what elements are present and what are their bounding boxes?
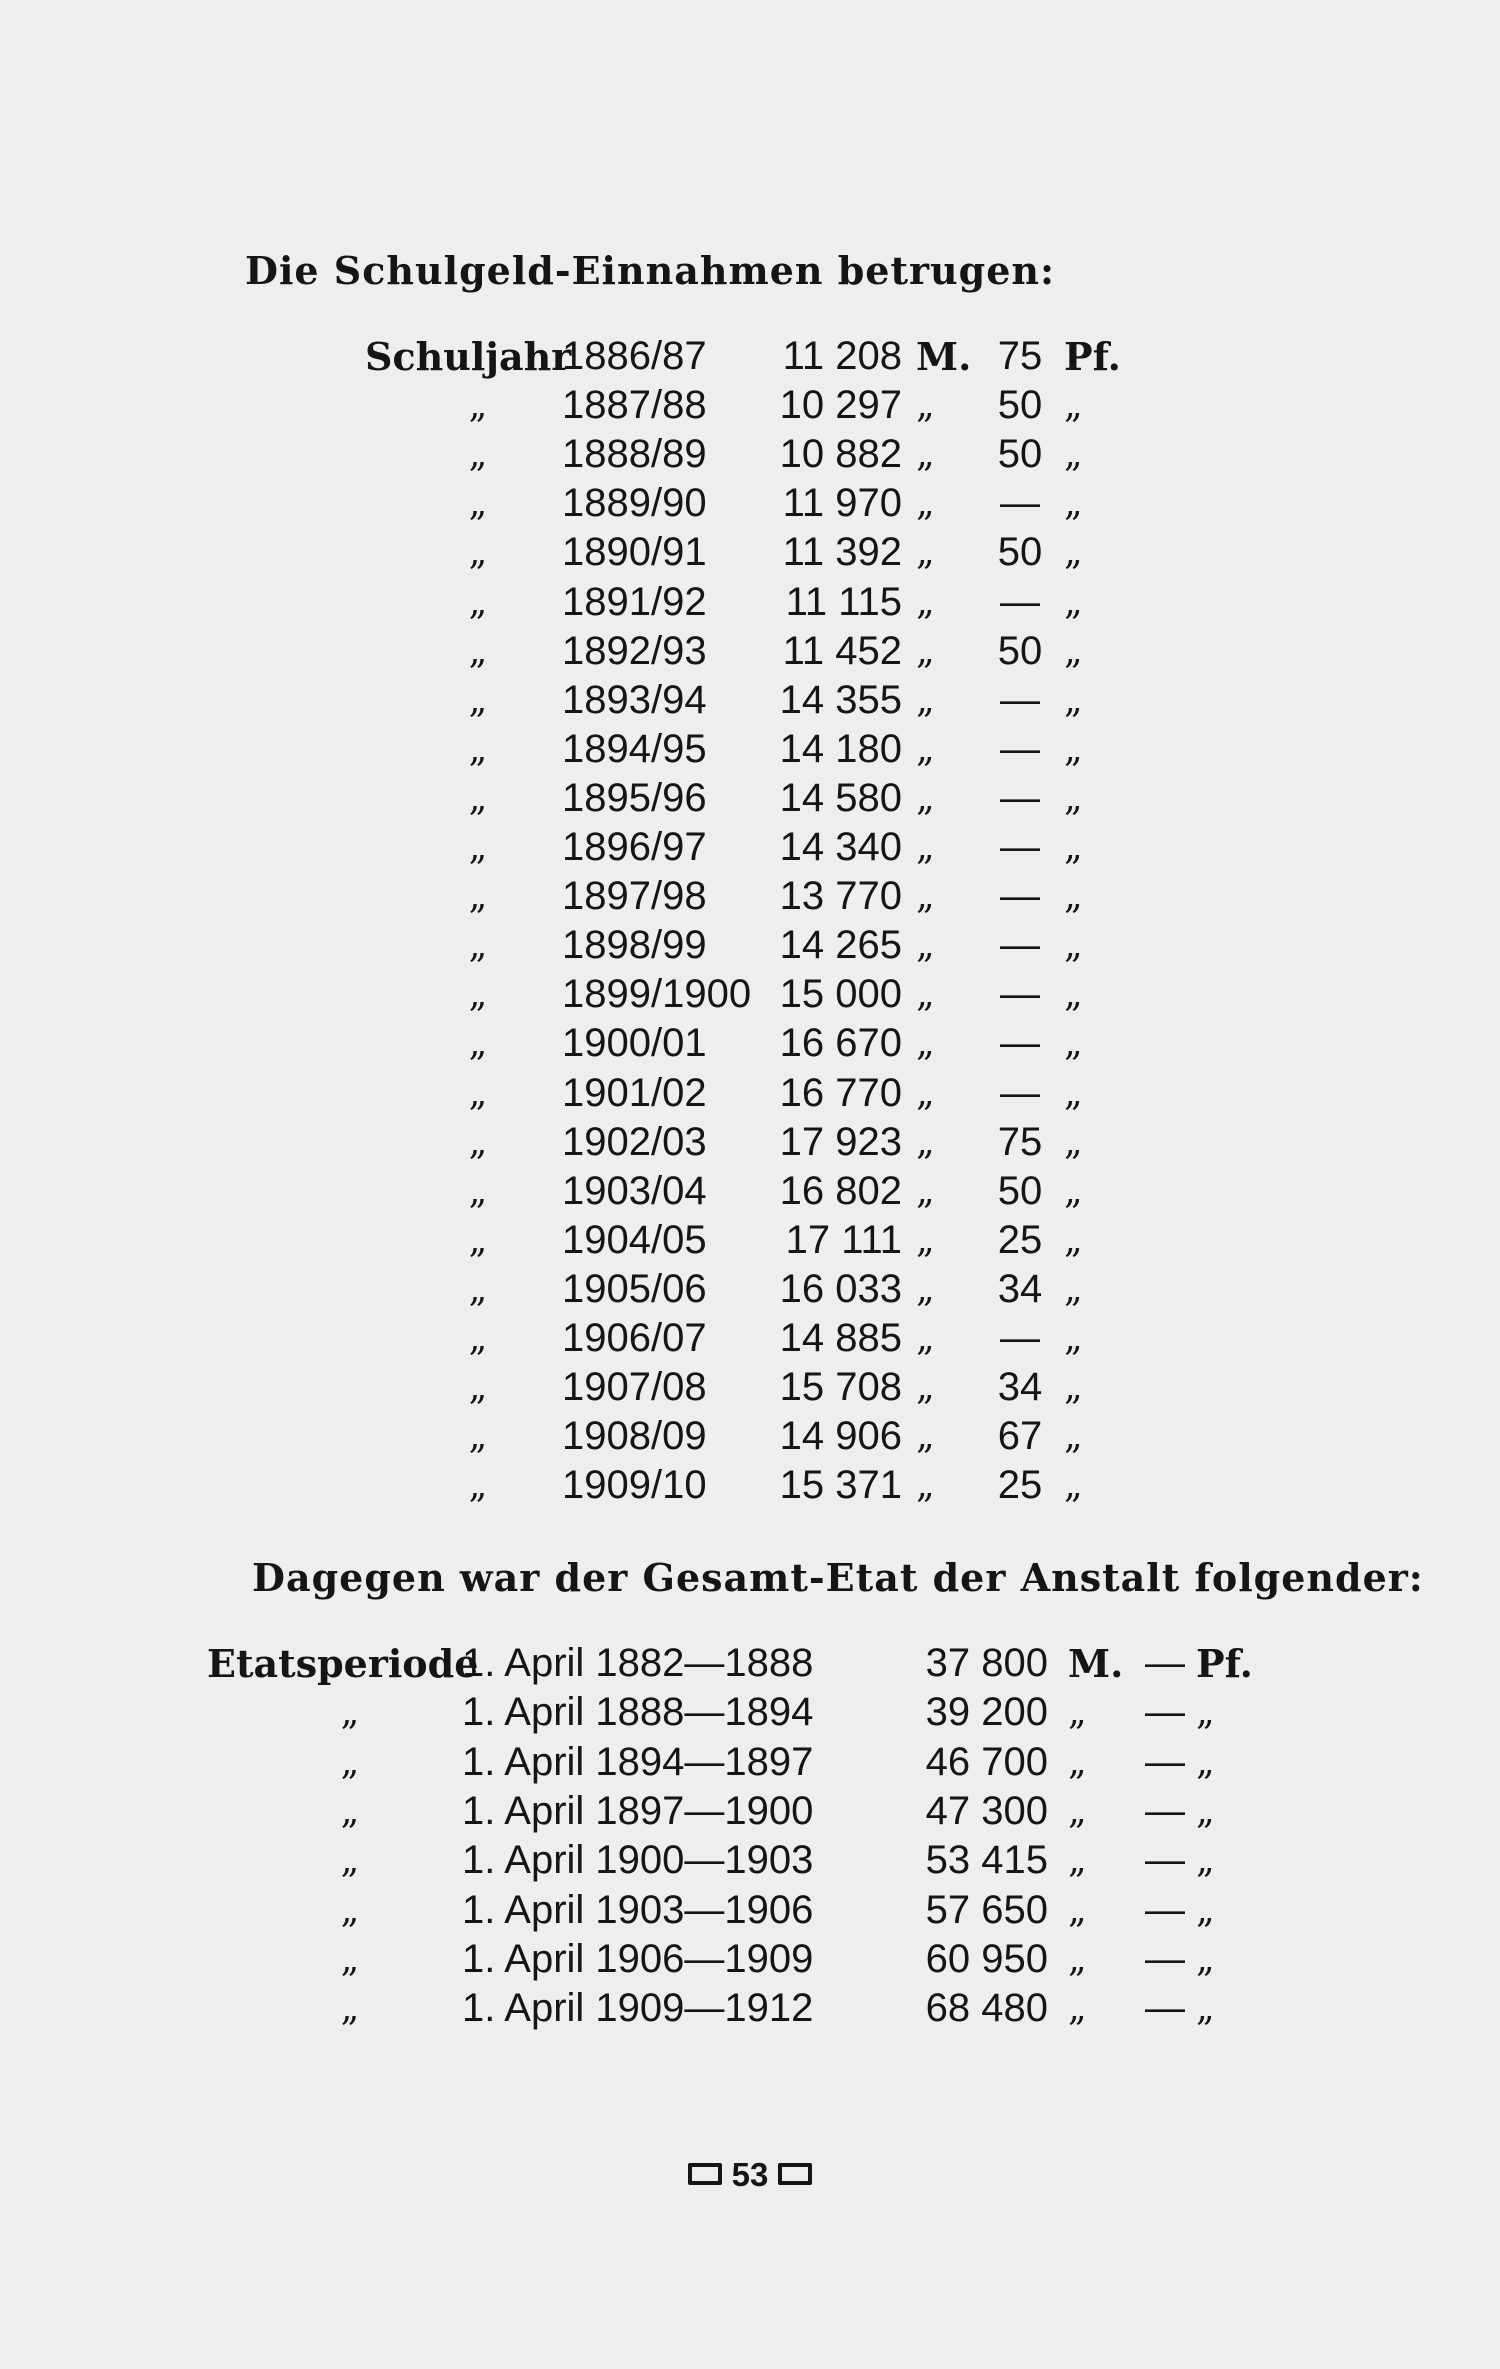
table-row (0, 872, 1500, 921)
school-year: 1909/10 (562, 1463, 707, 1508)
amount-pfennig: 50 (997, 432, 1043, 477)
heading-total-budget: Dagegen war der Gesamt-Etat der Anstalt folgender: (252, 1555, 1424, 1600)
amount-marks: 14 355 (779, 677, 902, 722)
unit-pfennig: „ (1196, 1692, 1215, 1734)
school-year: 1901/02 (562, 1070, 707, 1115)
unit-pfennig: „ (1196, 1790, 1215, 1832)
school-year: 1904/05 (562, 1217, 707, 1262)
unit-marks: „ (916, 728, 935, 770)
amount-pfennig: — (1000, 923, 1040, 968)
ditto-mark: „ (468, 679, 488, 721)
amount-marks: 10 882 (779, 432, 902, 477)
school-year: 1889/90 (562, 481, 707, 526)
table-row (0, 627, 1500, 676)
unit-pfennig: „ (1064, 679, 1083, 721)
ditto-mark: „ (468, 630, 488, 672)
amount-marks: 57 650 (925, 1887, 1048, 1932)
amount-marks: 39 200 (925, 1690, 1048, 1735)
unit-marks: „ (916, 483, 935, 525)
school-year: 1895/96 (562, 775, 707, 820)
ditto-mark: „ (340, 1938, 360, 1980)
school-year: 1906/07 (562, 1316, 707, 1360)
school-year: 1888/89 (562, 432, 707, 477)
amount-marks: 14 580 (779, 775, 902, 820)
ditto-mark: „ (468, 974, 488, 1016)
amount-marks: 16 770 (779, 1070, 902, 1115)
school-year: 1899/1900 (562, 972, 752, 1017)
unit-pfennig: „ (1064, 925, 1083, 967)
unit-pfennig: „ (1064, 1465, 1083, 1507)
ditto-mark: „ (468, 1268, 488, 1310)
table-row (0, 1019, 1500, 1068)
ditto-mark: „ (340, 1889, 360, 1931)
heading-school-fee-income: Die Schulgeld-Einnahmen betrugen: (245, 248, 1056, 293)
ditto-mark: „ (468, 777, 488, 819)
amount-marks: 68 480 (925, 1986, 1048, 2031)
unit-pfennig: „ (1064, 827, 1083, 868)
unit-marks: „ (916, 630, 935, 672)
unit-pfennig: „ (1064, 1318, 1083, 1359)
ditto-mark: „ (468, 581, 488, 623)
unit-marks: „ (916, 532, 935, 574)
amount-marks: 16 802 (779, 1168, 902, 1213)
table-row (0, 1461, 1500, 1510)
ditto-mark: „ (340, 1692, 360, 1734)
amount-marks: 15 371 (779, 1463, 902, 1508)
amount-pfennig: — (1000, 579, 1040, 624)
ditto-mark: „ (340, 1741, 360, 1783)
school-year: 1898/99 (562, 923, 707, 968)
unit-pfennig: „ (1064, 777, 1083, 819)
table-row (0, 332, 1500, 381)
unit-marks: „ (916, 1072, 935, 1114)
school-year: 1891/92 (562, 579, 707, 624)
amount-pfennig: 67 (997, 1414, 1043, 1459)
table-row (0, 1069, 1500, 1118)
table-row (0, 1167, 1500, 1216)
budget-period: 1. April 1894—1897 (462, 1739, 814, 1784)
amount-pfennig: 34 (997, 1266, 1043, 1311)
unit-pfennig: „ (1064, 1170, 1083, 1212)
table-row (0, 578, 1500, 627)
amount-marks: 14 885 (779, 1316, 902, 1360)
school-year: 1894/95 (562, 726, 707, 771)
budget-period: 1. April 1897—1900 (462, 1788, 814, 1833)
amount-marks: 11 115 (785, 579, 902, 624)
amount-pfennig: 50 (997, 383, 1043, 428)
table-row (0, 1118, 1500, 1167)
unit-marks: „ (916, 1465, 935, 1507)
amount-pfennig: — (1000, 677, 1040, 722)
school-year: 1905/06 (562, 1266, 707, 1311)
unit-pfennig: „ (1064, 1367, 1083, 1409)
page-ornament-right (778, 2163, 812, 2185)
unit-pfennig: „ (1064, 1023, 1083, 1065)
table-row (0, 1314, 1500, 1363)
unit-pfennig: „ (1064, 1268, 1083, 1310)
unit-marks: „ (916, 1318, 935, 1359)
unit-pfennig: „ (1064, 434, 1083, 476)
ditto-mark: „ (468, 1023, 488, 1065)
unit-marks: „ (916, 1170, 935, 1212)
table-row (0, 1412, 1500, 1461)
amount-marks: 53 415 (925, 1838, 1048, 1883)
unit-marks: „ (916, 827, 935, 868)
amount-pfennig: 50 (997, 628, 1043, 673)
table-row (0, 1639, 1500, 1688)
unit-marks: „ (916, 1416, 935, 1458)
table-row (0, 1836, 1500, 1885)
unit-pfennig: „ (1064, 483, 1083, 525)
unit-marks: „ (916, 679, 935, 721)
table-row (0, 479, 1500, 528)
table-row (0, 725, 1500, 774)
unit-marks: „ (1068, 1790, 1087, 1832)
row-label: Etatsperiode (207, 1641, 479, 1686)
budget-period: 1. April 1882—1888 (462, 1641, 814, 1685)
amount-marks: 47 300 (925, 1788, 1048, 1833)
table-row (0, 970, 1500, 1019)
ditto-mark: „ (340, 1790, 360, 1832)
unit-marks: „ (916, 876, 935, 918)
ditto-mark: „ (468, 876, 488, 918)
ditto-mark: „ (468, 1072, 488, 1114)
table-row (0, 381, 1500, 430)
school-year: 1908/09 (562, 1414, 707, 1459)
unit-pfennig: Pf. (1196, 1641, 1253, 1686)
amount-pfennig: — (1000, 825, 1040, 869)
unit-marks: „ (916, 925, 935, 967)
unit-pfennig: „ (1064, 1416, 1083, 1458)
unit-marks: „ (916, 434, 935, 476)
amount-marks: 15 708 (779, 1365, 902, 1410)
unit-marks: „ (916, 974, 935, 1016)
ditto-mark: „ (468, 925, 488, 967)
ditto-mark: „ (468, 483, 488, 525)
amount-pfennig: — (1000, 1021, 1040, 1066)
table-row (0, 1935, 1500, 1984)
amount-marks: 10 297 (779, 383, 902, 428)
ditto-mark: „ (468, 827, 488, 868)
amount-marks: 17 923 (779, 1119, 902, 1164)
amount-pfennig: 25 (997, 1217, 1043, 1262)
unit-pfennig: „ (1064, 974, 1083, 1016)
amount-marks: 11 452 (782, 628, 902, 673)
unit-marks: M. (1068, 1641, 1124, 1686)
amount-marks: 60 950 (925, 1936, 1048, 1981)
table-row (0, 1363, 1500, 1412)
amount-pfennig: 75 (997, 334, 1043, 378)
unit-pfennig: „ (1064, 630, 1083, 672)
ditto-mark: „ (468, 385, 488, 427)
unit-pfennig: „ (1196, 1988, 1215, 2030)
amount-pfennig: — (1000, 874, 1040, 919)
amount-marks: 16 033 (779, 1266, 902, 1311)
page-number: 53 (731, 2156, 769, 2193)
unit-pfennig: „ (1064, 1072, 1083, 1114)
unit-pfennig: „ (1196, 1741, 1215, 1783)
page-ornament-left (688, 2163, 722, 2185)
amount-marks: 14 340 (779, 825, 902, 869)
school-year: 1902/03 (562, 1119, 707, 1164)
unit-marks: „ (916, 777, 935, 819)
amount-pfennig: — (1000, 972, 1040, 1017)
amount-marks: 11 970 (782, 481, 902, 526)
amount-marks: 14 180 (779, 726, 902, 771)
amount-pfennig: — (1145, 1641, 1185, 1685)
unit-marks: „ (1068, 1988, 1087, 2030)
row-label: Schuljahr (365, 334, 572, 379)
amount-pfennig: — (1145, 1887, 1185, 1932)
amount-pfennig: 75 (997, 1119, 1043, 1164)
amount-marks: 11 208 (782, 334, 902, 378)
table-row (0, 676, 1500, 725)
ditto-mark: „ (468, 532, 488, 574)
school-year: 1903/04 (562, 1168, 707, 1213)
table-row (0, 1738, 1500, 1787)
unit-pfennig: „ (1196, 1889, 1215, 1931)
unit-marks: „ (1068, 1840, 1087, 1882)
ditto-mark: „ (468, 1367, 488, 1409)
unit-marks: „ (1068, 1889, 1087, 1931)
ditto-mark: „ (340, 1988, 360, 2030)
ditto-mark: „ (468, 434, 488, 476)
amount-marks: 17 111 (785, 1217, 902, 1262)
unit-pfennig: Pf. (1064, 334, 1121, 379)
amount-pfennig: — (1145, 1788, 1185, 1833)
school-year: 1892/93 (562, 628, 707, 673)
table-row (0, 1216, 1500, 1265)
page-number-footer (0, 2155, 1500, 2195)
table-row (0, 1886, 1500, 1935)
unit-marks: „ (916, 1121, 935, 1163)
amount-marks: 11 392 (782, 530, 902, 575)
unit-marks: „ (916, 1367, 935, 1409)
unit-marks: „ (916, 1268, 935, 1310)
ditto-mark: „ (468, 728, 488, 770)
amount-pfennig: 50 (997, 530, 1043, 575)
amount-pfennig: — (1000, 1316, 1040, 1360)
school-year: 1900/01 (562, 1021, 707, 1066)
table-row (0, 1787, 1500, 1836)
table-row (0, 823, 1500, 872)
budget-period: 1. April 1900—1903 (462, 1838, 814, 1883)
ditto-mark: „ (340, 1840, 360, 1882)
amount-marks: 14 906 (779, 1414, 902, 1459)
ditto-mark: „ (468, 1170, 488, 1212)
unit-pfennig: „ (1064, 532, 1083, 574)
ditto-mark: „ (468, 1121, 488, 1163)
table-row (0, 1688, 1500, 1737)
ditto-mark: „ (468, 1416, 488, 1458)
unit-marks: „ (1068, 1692, 1087, 1734)
amount-pfennig: 34 (997, 1365, 1043, 1410)
amount-marks: 13 770 (779, 874, 902, 919)
amount-pfennig: — (1145, 1690, 1185, 1735)
unit-pfennig: „ (1064, 1121, 1083, 1163)
unit-marks: „ (916, 1219, 935, 1261)
unit-pfennig: „ (1196, 1840, 1215, 1882)
amount-pfennig: — (1145, 1739, 1185, 1784)
unit-pfennig: „ (1064, 1219, 1083, 1261)
ditto-mark: „ (468, 1219, 488, 1261)
amount-pfennig: 25 (997, 1463, 1043, 1508)
school-year: 1897/98 (562, 874, 707, 919)
amount-pfennig: — (1145, 1936, 1185, 1981)
unit-pfennig: „ (1064, 876, 1083, 918)
school-year: 1886/87 (562, 334, 707, 378)
school-year: 1907/08 (562, 1365, 707, 1410)
table-row (0, 774, 1500, 823)
amount-pfennig: — (1000, 1070, 1040, 1115)
budget-period: 1. April 1888—1894 (462, 1690, 814, 1735)
unit-marks: „ (916, 1023, 935, 1065)
unit-marks: „ (916, 581, 935, 623)
budget-period: 1. April 1903—1906 (462, 1887, 814, 1932)
amount-marks: 16 670 (779, 1021, 902, 1066)
unit-pfennig: „ (1064, 581, 1083, 623)
table-row (0, 1984, 1500, 2033)
unit-pfennig: „ (1196, 1938, 1215, 1980)
unit-marks: M. (916, 334, 972, 379)
ditto-mark: „ (468, 1318, 488, 1359)
table-row (0, 921, 1500, 970)
amount-pfennig: — (1000, 775, 1040, 820)
budget-period: 1. April 1906—1909 (462, 1936, 814, 1981)
amount-marks: 46 700 (925, 1739, 1048, 1784)
unit-marks: „ (1068, 1741, 1087, 1783)
amount-pfennig: 50 (997, 1168, 1043, 1213)
unit-pfennig: „ (1064, 385, 1083, 427)
amount-pfennig: — (1145, 1986, 1185, 2031)
school-year: 1896/97 (562, 825, 707, 869)
unit-marks: „ (916, 385, 935, 427)
amount-marks: 14 265 (779, 923, 902, 968)
school-year: 1890/91 (562, 530, 707, 575)
amount-pfennig: — (1000, 726, 1040, 771)
school-year: 1887/88 (562, 383, 707, 428)
table-row (0, 430, 1500, 479)
unit-marks: „ (1068, 1938, 1087, 1980)
amount-pfennig: — (1000, 481, 1040, 526)
amount-pfennig: — (1145, 1838, 1185, 1883)
table-row (0, 1265, 1500, 1314)
school-year: 1893/94 (562, 677, 707, 722)
ditto-mark: „ (468, 1465, 488, 1507)
unit-pfennig: „ (1064, 728, 1083, 770)
amount-marks: 37 800 (925, 1641, 1048, 1685)
amount-marks: 15 000 (779, 972, 902, 1017)
budget-period: 1. April 1909—1912 (462, 1986, 814, 2031)
table-row (0, 528, 1500, 577)
